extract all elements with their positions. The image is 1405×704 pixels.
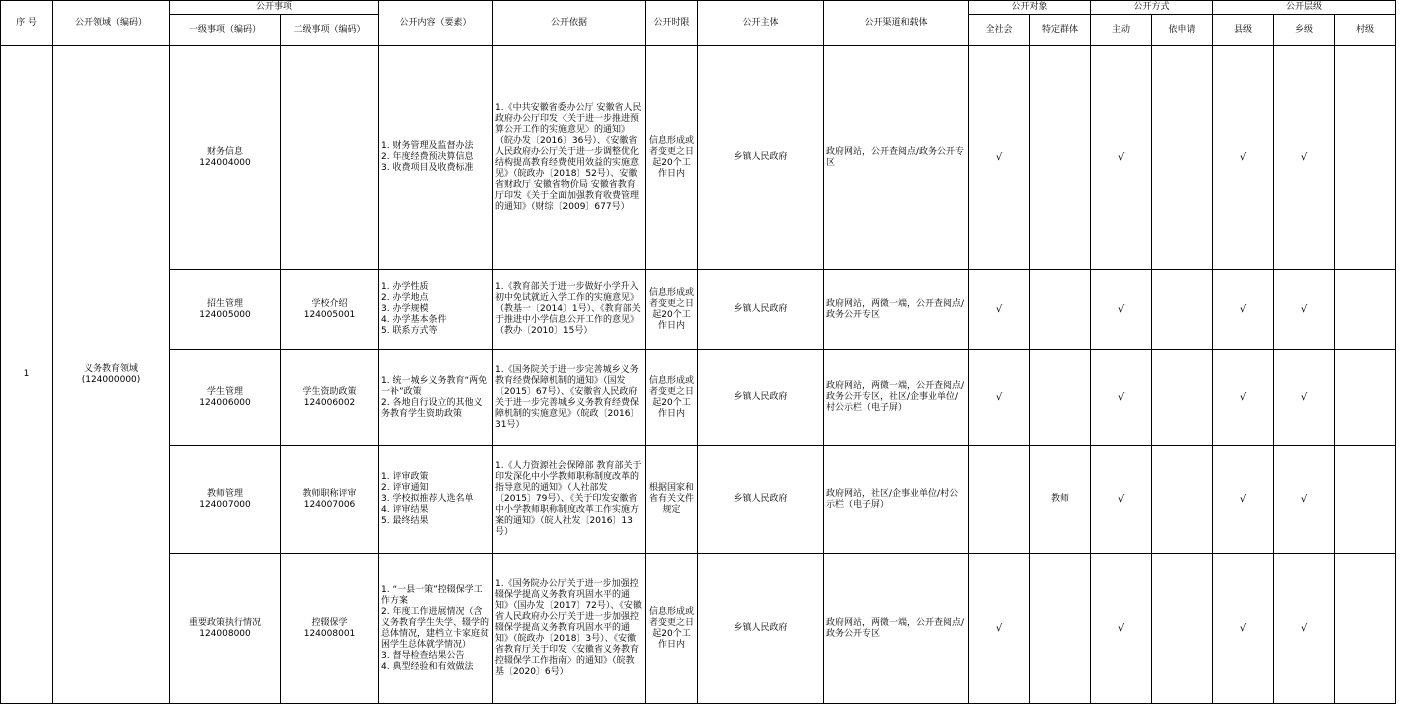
table-row [1, 446, 1396, 554]
content-cell: 1. “一县一策”控辍保学工作方案 2. 年度工作进展情况（含义务教育学生失学、辍学的总体情况，建档立卡家庭贫困学生总体就学情况） 3. 督导检查结果公告 4. 典型经验和有效做法 [379, 554, 493, 704]
header-channel: 公开渠道和载体 [824, 1, 969, 46]
target-group-cell [1030, 270, 1091, 350]
time-cell: 信息形成或者变更之日起20个工作日内 [646, 270, 698, 350]
subject-cell: 乡镇人民政府 [698, 350, 824, 446]
level-town-cell: √ [1274, 554, 1335, 704]
level-county-cell: √ [1213, 350, 1274, 446]
basis-cell: 1.《教育部关于进一步做好小学升入初中免试就近入学工作的实施意见》（教基一〔2014〕1号）、《教育部关于推进中小学信息公开工作的意见》（教办〔2010〕15号） [493, 270, 646, 350]
header-level-town: 乡级 [1274, 15, 1335, 46]
mode-active-cell: √ [1091, 350, 1152, 446]
time-cell: 信息形成或者变更之日起20个工作日内 [646, 46, 698, 270]
level-county-cell: √ [1213, 446, 1274, 554]
level-village-cell [1335, 350, 1396, 446]
basis-cell: 1.《国务院办公厅关于进一步加强控辍保学提高义务教育巩固水平的通知》（国办发〔2017〕72号）、《安徽省人民政府办公厅关于进一步加强控辍保学提高义务教育巩固水平的通知》（皖政办〔2018〕3号）、《安徽省教育厅关于印发〈安徽省义务教育控辍保学工作指南〉的通知》（皖教基〔2020〕6号） [493, 554, 646, 704]
header-target-all: 全社会 [969, 15, 1030, 46]
channel-cell: 政府网站，两微一端，公开查阅点/政务公开专区 [824, 270, 969, 350]
channel-cell: 政府网站，两微一端，公开查阅点/政务公开专区 [824, 554, 969, 704]
table-row [1, 46, 1396, 270]
basis-cell: 1.《国务院关于进一步完善城乡义务教育经费保障机制的通知》（国发〔2015〕67号）、《安徽省人民政府关于进一步完善城乡义务教育经费保障机制的实施意见》（皖政〔2016〕31号） [493, 350, 646, 446]
header-mode-active: 主动 [1091, 15, 1152, 46]
target-all-cell [969, 446, 1030, 554]
item1-cell: 重要政策执行情况 124008000 [170, 554, 281, 704]
header-target: 公开对象 [969, 1, 1091, 15]
subject-cell: 乡镇人民政府 [698, 554, 824, 704]
header-basis: 公开依据 [493, 1, 646, 46]
target-group-cell: 教师 [1030, 446, 1091, 554]
item1-cell: 财务信息 124004000 [170, 46, 281, 270]
header-item2: 二级事项（编码） [281, 15, 379, 46]
content-cell: 1. 评审政策 2. 评审通知 3. 学校拟推荐人选名单 4. 评审结果 5. 最终结果 [379, 446, 493, 554]
target-all-cell: √ [969, 270, 1030, 350]
header-level: 公开层级 [1213, 1, 1396, 15]
header-subject: 公开主体 [698, 1, 824, 46]
level-county-cell: √ [1213, 46, 1274, 270]
table-row [1, 350, 1396, 446]
target-all-cell: √ [969, 554, 1030, 704]
target-all-cell: √ [969, 350, 1030, 446]
item2-cell: 学生资助政策 124006002 [281, 350, 379, 446]
header-level-village: 村级 [1335, 15, 1396, 46]
subject-cell: 乡镇人民政府 [698, 270, 824, 350]
header-mode-apply: 依申请 [1152, 15, 1213, 46]
target-all-cell: √ [969, 46, 1030, 270]
item1-cell: 教师管理 124007000 [170, 446, 281, 554]
content-cell: 1. 财务管理及监督办法 2. 年度经费预决算信息 3. 收费项目及收费标准 [379, 46, 493, 270]
level-town-cell: √ [1274, 270, 1335, 350]
basis-cell: 1.《人力资源社会保障部 教育部关于印发深化中小学教师职称制度改革的指导意见的通知》（人社部发〔2015〕79号）、《关于印发安徽省中小学教师职称制度改革工作实施方案的通知》（皖人社发〔2016〕13号） [493, 446, 646, 554]
mode-apply-cell [1152, 554, 1213, 704]
header-target-group: 特定群体 [1030, 15, 1091, 46]
level-town-cell: √ [1274, 46, 1335, 270]
mode-apply-cell [1152, 46, 1213, 270]
item2-cell [281, 46, 379, 270]
target-group-cell [1030, 350, 1091, 446]
level-village-cell [1335, 446, 1396, 554]
time-cell: 根据国家和省有关文件规定 [646, 446, 698, 554]
header-seq: 序 号 [1, 1, 53, 46]
level-village-cell [1335, 46, 1396, 270]
header-time: 公开时限 [646, 1, 698, 46]
level-town-cell: √ [1274, 350, 1335, 446]
content-cell: 1. 办学性质 2. 办学地点 3. 办学规模 4. 办学基本条件 5. 联系方式等 [379, 270, 493, 350]
item2-cell: 教师职称评审 124007006 [281, 446, 379, 554]
header-item1: 一级事项（编码） [170, 15, 281, 46]
seq-cell: 1 [1, 46, 53, 704]
mode-active-cell: √ [1091, 270, 1152, 350]
channel-cell: 政府网站，社区/企事业单位/村公示栏（电子屏） [824, 446, 969, 554]
basis-cell: 1.《中共安徽省委办公厅 安徽省人民政府办公厅印发〈关于进一步推进预算公开工作的实施意见〉的通知》（皖办发〔2016〕36号）、《安徽省人民政府办公厅关于进一步调整优化结构提高教育经费使用效益的实施意见》（皖政办〔2018〕52号）、安徽省财政厅 安徽省物价局 安徽省教育厅印发《关于全面加强教育收费管理的通知》（财综〔2009〕677号） [493, 46, 646, 270]
level-village-cell [1335, 270, 1396, 350]
domain-cell: 义务教育领域 (124000000) [53, 46, 170, 704]
subject-cell: 乡镇人民政府 [698, 446, 824, 554]
header-domain: 公开领域（编码） [53, 1, 170, 46]
item1-cell: 学生管理 124006000 [170, 350, 281, 446]
channel-cell: 政府网站，公开查阅点/政务公开专区 [824, 46, 969, 270]
level-village-cell [1335, 554, 1396, 704]
item2-cell: 学校介绍 124005001 [281, 270, 379, 350]
content-cell: 1. 统一城乡义务教育“两免一补”政策 2. 各地自行设立的其他义务教育学生资助政策 [379, 350, 493, 446]
header-items: 公开事项 [170, 1, 379, 15]
header-content: 公开内容（要素） [379, 1, 493, 46]
mode-apply-cell [1152, 446, 1213, 554]
level-county-cell: √ [1213, 270, 1274, 350]
mode-apply-cell [1152, 350, 1213, 446]
level-county-cell: √ [1213, 554, 1274, 704]
target-group-cell [1030, 554, 1091, 704]
mode-active-cell: √ [1091, 46, 1152, 270]
time-cell: 信息形成或者变更之日起20个工作日内 [646, 350, 698, 446]
mode-active-cell: √ [1091, 446, 1152, 554]
time-cell: 信息形成或者变更之日起20个工作日内 [646, 554, 698, 704]
header-level-county: 县级 [1213, 15, 1274, 46]
channel-cell: 政府网站，两微一端，公开查阅点/政务公开专区，社区/企事业单位/村公示栏（电子屏） [824, 350, 969, 446]
target-group-cell [1030, 46, 1091, 270]
level-town-cell: √ [1274, 446, 1335, 554]
table-row [1, 270, 1396, 350]
item2-cell: 控辍保学 124008001 [281, 554, 379, 704]
mode-active-cell: √ [1091, 554, 1152, 704]
table-row [1, 554, 1396, 704]
item1-cell: 招生管理 124005000 [170, 270, 281, 350]
mode-apply-cell [1152, 270, 1213, 350]
header-mode: 公开方式 [1091, 1, 1213, 15]
subject-cell: 乡镇人民政府 [698, 46, 824, 270]
